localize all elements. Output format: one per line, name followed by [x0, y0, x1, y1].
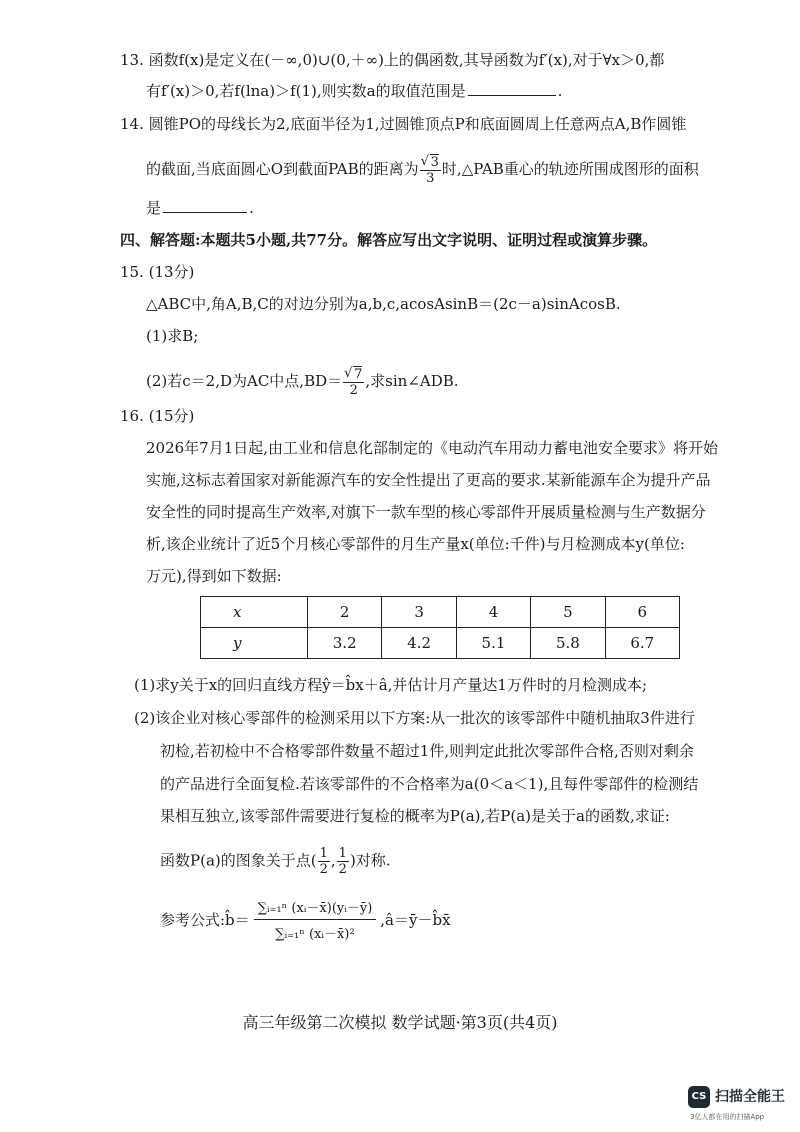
- q14-line2-tail: 时,△PAB重心的轨迹所围成图形的面积: [441, 160, 699, 178]
- q13-line2: [146, 81, 562, 101]
- answer-blank: [163, 198, 247, 213]
- table-row-header: y: [201, 628, 308, 659]
- table-cell: 2: [308, 597, 382, 628]
- q16-part2-line: 初检,若初检中不合格零部件数量不超过1件,则判定此批次零部件合格,否则对剩余: [160, 742, 694, 760]
- table-cell: 4: [456, 597, 530, 628]
- table-cell: 6: [605, 597, 679, 628]
- q16-part2-last: 函数P(a)的图象关于点( $\frac{1}{2}$ , $\frac{1}{2}$ )对称.: [160, 846, 391, 877]
- fraction-denominator: 3: [426, 171, 435, 186]
- q16-para-line: 安全性的同时提高生产效率,对旗下一款车型的核心零部件开展质量检测与生产数据分: [146, 503, 706, 521]
- sqrt7-over-2-fraction: [343, 366, 364, 398]
- table-cell: 3.2: [308, 628, 382, 659]
- q15-header: 15. (13分): [120, 263, 195, 281]
- q16-para-line: 实施,这标志着国家对新能源汽车的安全性提出了更高的要求.某新能源车企为提升产品: [146, 471, 711, 489]
- watermark-subtitle: 3亿人都在用的扫描App: [690, 1113, 765, 1121]
- q16-para-line: 2026年7月1日起,由工业和信息化部制定的《电动汽车用动力蓄电池安全要求》将开始: [146, 439, 719, 457]
- table-cell: 6.7: [605, 628, 679, 659]
- q13-line2-end: .: [557, 82, 563, 100]
- table-row: [201, 597, 680, 628]
- q16-para-line: 析,该企业统计了近5个月核心零部件的月生产量x(单位:千件)与月检测成本y(单位:: [146, 535, 685, 553]
- table-cell: 4.2: [382, 628, 456, 659]
- q16-part2-line: 的产品进行全面复检.若该零部件的不合格率为a(0＜a＜1),且每件零部件的检测结: [160, 775, 699, 793]
- q16-para-line: 万元),得到如下数据:: [146, 567, 282, 585]
- q15-part2-text: (2)若c＝2,D为AC中点,BD＝: [146, 372, 343, 390]
- fraction-denominator: 2: [349, 383, 358, 398]
- point-y-fraction: $\frac{1}{2}$: [338, 846, 347, 877]
- fraction-numerator: 7: [354, 367, 363, 382]
- fraction-numerator: 3: [430, 155, 439, 170]
- q15-stem: △ABC中,角A,B,C的对边分别为a,b,c,acosAsinB＝(2c－a)sinAcosB.: [146, 295, 621, 313]
- q14-line3-end: .: [249, 199, 254, 217]
- formula-fraction: [254, 897, 377, 942]
- point-x-fraction: $\frac{1}{2}$: [319, 846, 328, 877]
- camscanner-logo-icon: CS: [688, 1086, 710, 1108]
- q16-part2-last-tail: )对称.: [349, 851, 391, 870]
- table-row: [201, 628, 680, 659]
- sqrt3-over-3-fraction: [420, 154, 441, 186]
- q16-part2-last-text: 函数P(a)的图象关于点(: [160, 851, 317, 870]
- q16-part2-line: 果相互独立,该零部件需要进行复检的概率为P(a),若P(a)是关于a的函数,求证:: [160, 807, 670, 825]
- q16-part1: (1)求y关于x的回归直线方程ŷ＝b̂x＋â,并估计月产量达1万件时的月检测成本;: [134, 676, 648, 694]
- page-footer: 高三年级第二次模拟 数学试题·第3页(共4页): [242, 1013, 558, 1032]
- table-cell: 5.8: [531, 628, 605, 659]
- q15-part1: (1)求B;: [146, 327, 199, 345]
- q16-header: 16. (15分): [120, 407, 195, 425]
- q14-line3-text: 是: [146, 199, 162, 217]
- reference-formula: [160, 885, 451, 953]
- q14-line2: [146, 154, 699, 186]
- q13-line2-text: 有f′(x)＞0,若f(lna)＞f(1),则实数a的取值范围是: [146, 82, 466, 100]
- q13-line1: 13. 函数f(x)是定义在(－∞,0)∪(0,＋∞)上的偶函数,其导函数为f′(x),对于∀x＞0,都: [120, 51, 665, 69]
- q15-part2: [146, 366, 459, 398]
- table-cell: 3: [382, 597, 456, 628]
- q14-line2-text: 的截面,当底面圆心O到截面PAB的距离为: [146, 160, 419, 178]
- formula-tail: ,â＝ȳ－b̂x̄: [380, 910, 451, 929]
- q14-line3: [146, 198, 254, 218]
- watermark-title: 扫描全能王: [715, 1089, 785, 1105]
- q15-part2-tail: ,求sin∠ADB.: [365, 372, 459, 390]
- q16-part2-line: (2)该企业对核心零部件的检测采用以下方案:从一批次的该零部件中随机抽取3件进行: [134, 709, 695, 727]
- formula-label: 参考公式:b̂＝: [160, 910, 250, 929]
- formula-denominator: ∑ᵢ₌₁ⁿ (xᵢ－x̄)²: [275, 926, 355, 942]
- section-heading: 四、解答题:本题共5小题,共77分。解答应写出文字说明、证明过程或演算步骤。: [120, 231, 658, 249]
- table-row-header: x: [201, 597, 308, 628]
- formula-numerator: ∑ᵢ₌₁ⁿ (xᵢ－x̄)(yᵢ－ȳ): [254, 897, 377, 920]
- q14-line1: 14. 圆锥PO的母线长为2,底面半径为1,过圆锥顶点P和底面圆周上任意两点A,B作圆锥: [120, 115, 687, 133]
- table-cell: 5: [531, 597, 605, 628]
- table-cell: 5.1: [456, 628, 530, 659]
- data-table: [200, 596, 680, 659]
- answer-blank: [468, 81, 556, 96]
